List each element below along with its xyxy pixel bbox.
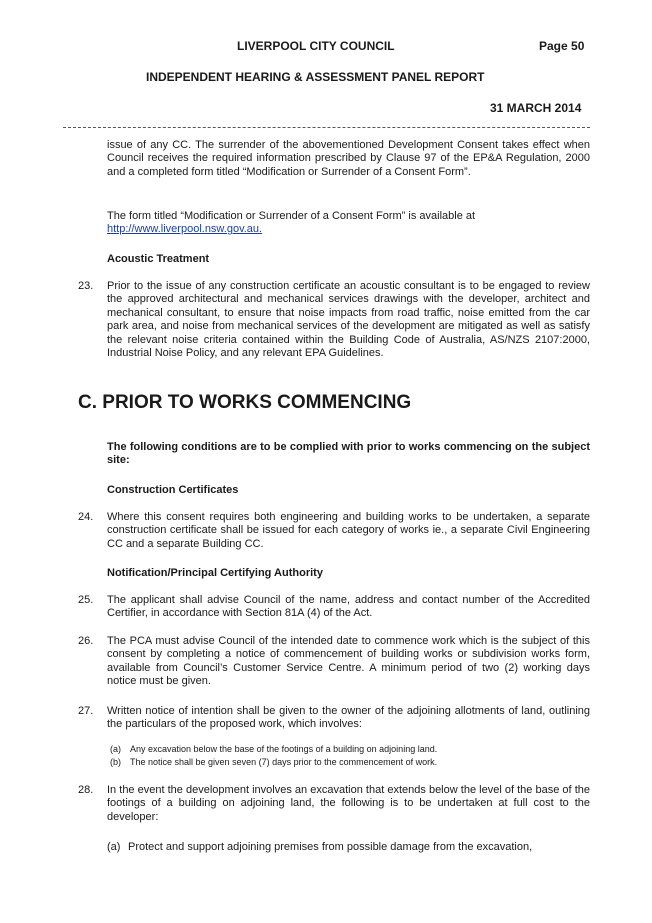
condition-number: 25. xyxy=(78,594,94,606)
condition-number: 27. xyxy=(78,705,94,717)
condition-27b-text: The notice shall be given seven (7) days prior to the commencement of work. xyxy=(130,757,438,767)
condition-28-text: In the event the development involves an excavation that extends below the level of the base of the footings of a building on adjoining land, the following is to be undertaken at full cost to the developer: xyxy=(107,784,590,823)
condition-number: 23. xyxy=(78,280,94,292)
construction-certificates-heading: Construction Certificates xyxy=(107,484,239,496)
form-availability-paragraph xyxy=(107,210,590,237)
report-title: INDEPENDENT HEARING & ASSESSMENT PANEL REPORT xyxy=(146,70,485,84)
header-divider xyxy=(63,127,590,128)
condition-23-text: Prior to the issue of any construction certificate an acoustic consultant is to be engaged to review the approved architectural and mechanical services drawings with the developer, architect and mechanical consultant, to ensure that noise impacts from road traffic, noise emitted from the car park area, and noise from mechanical services of the development are mitigated as well as satisfy the relevant noise criteria contained within the Building Code of Australia, AS/NZS 2107:2000, Industrial Noise Policy, and any relevant EPA Guidelines. xyxy=(107,280,590,360)
section-c-title: C. PRIOR TO WORKS COMMENCING xyxy=(78,392,412,413)
council-website-link[interactable]: http://www.liverpool.nsw.gov.au. xyxy=(107,223,263,236)
form-availability-text: The form titled “Modification or Surrender of a Consent Form” is available at xyxy=(107,210,476,222)
list-label: (a) xyxy=(107,841,121,853)
condition-27a-text: Any excavation below the base of the footings of a building on adjoining land. xyxy=(130,744,438,754)
condition-number: 28. xyxy=(78,784,94,796)
list-label: (b) xyxy=(110,757,121,767)
council-name: LIVERPOOL CITY COUNCIL xyxy=(237,39,395,53)
condition-25-text: The applicant shall advise Council of the name, address and contact number of the Accredited Certifier, in accordance with Section 81A (4) of the Act. xyxy=(107,594,590,620)
intro-paragraph: issue of any CC. The surrender of the abovementioned Development Consent takes effect when Council receives the required information prescribed by Clause 97 of the EP&A Regulation, 2000 and a completed form titled “Modification or Surrender of a Consent Form”. xyxy=(107,139,590,178)
condition-28a-text: Protect and support adjoining premises from possible damage from the excavation, xyxy=(128,841,533,853)
condition-27-text: Written notice of intention shall be given to the owner of the adjoining allotments of land, outlining the particulars of the proposed work, which involves: xyxy=(107,705,590,731)
page-number: Page 50 xyxy=(539,39,585,53)
report-date: 31 MARCH 2014 xyxy=(490,101,582,115)
list-label: (a) xyxy=(110,744,121,754)
condition-number: 24. xyxy=(78,511,94,523)
section-c-intro: The following conditions are to be complied with prior to works commencing on the subject site: xyxy=(107,441,590,467)
condition-26-text: The PCA must advise Council of the intended date to commence work which is the subject of this consent by completing a notice of commencement of building works or subdivision works form, available from Council’s Customer Service Centre. A minimum period of two (2) working days notice must be given. xyxy=(107,635,590,688)
acoustic-heading: Acoustic Treatment xyxy=(107,253,210,265)
condition-number: 26. xyxy=(78,635,94,647)
condition-24-text: Where this consent requires both engineering and building works to be undertaken, a separate construction certificate shall be issued for each category of works ie., a separate Civil Engineering CC and a separate Building CC. xyxy=(107,511,590,550)
pca-heading: Notification/Principal Certifying Authority xyxy=(107,567,323,579)
